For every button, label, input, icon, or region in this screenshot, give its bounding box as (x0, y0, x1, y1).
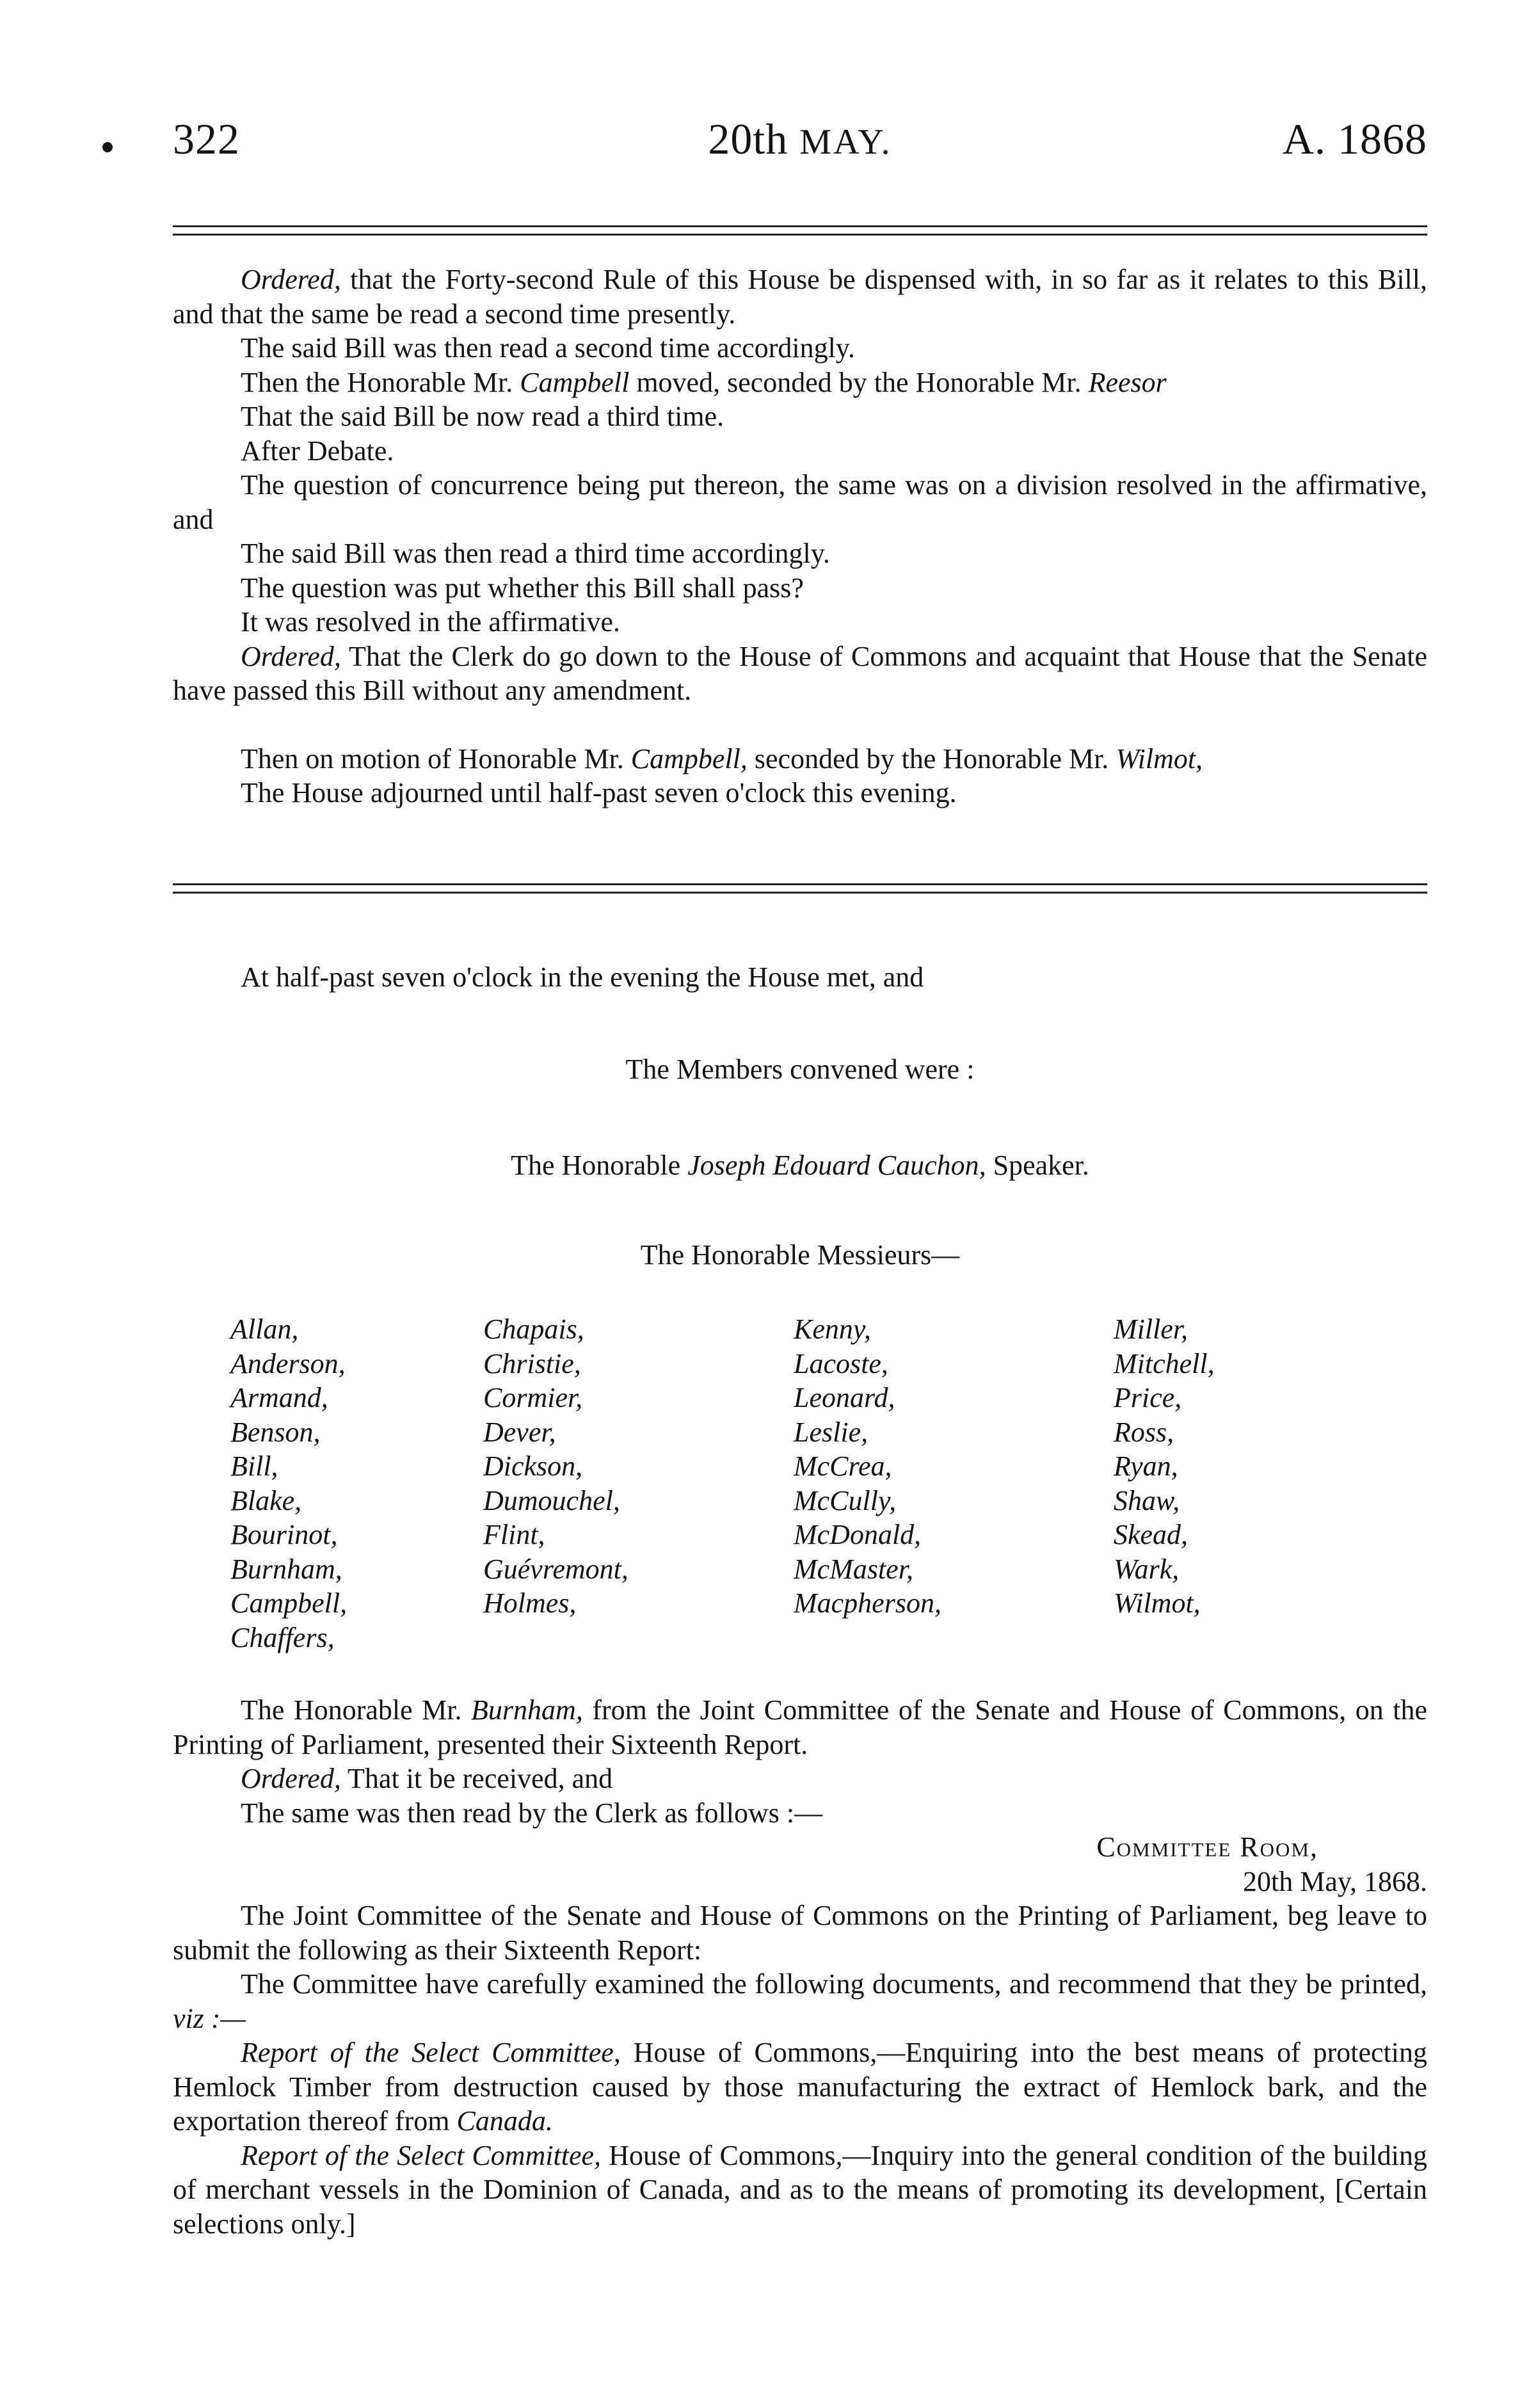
member-name: Reesor (1088, 366, 1167, 398)
paragraph: That the said Bill be now read a third time. (241, 401, 724, 432)
page-header (173, 114, 1427, 178)
members-column-3 (794, 1312, 941, 1621)
member-name: Bourinot, (230, 1519, 338, 1550)
paragraph-text: That it be received, and (348, 1763, 613, 1794)
member-name: Mitchell, (1114, 1347, 1215, 1379)
member-name: Price, (1114, 1382, 1182, 1413)
member-name: Christie, (483, 1347, 581, 1379)
committee-room-label: Committee Room, (1096, 1831, 1318, 1863)
member-name: Allan, (230, 1313, 299, 1345)
speaker-name: Joseph Edouard Cauchon, (687, 1150, 986, 1181)
ordered-label: Ordered, (241, 1763, 341, 1794)
member-name: McCully, (794, 1484, 897, 1516)
paragraph: At half-past seven o'clock in the evening the House met, and (241, 961, 924, 993)
member-name: Wilmot, (1114, 1587, 1201, 1619)
paragraph-text: The Honorable Mr. (241, 1694, 462, 1726)
member-name: Ryan, (1114, 1450, 1178, 1482)
paragraph: The same was then read by the Clerk as follows :— (241, 1797, 823, 1829)
member-name: Flint, (483, 1519, 545, 1550)
page-number: 322 (173, 115, 240, 163)
viz-label: viz :— (173, 2002, 246, 2034)
member-name: Cormier, (483, 1382, 583, 1413)
member-name: Kenny, (794, 1313, 871, 1345)
members-column-4 (1114, 1312, 1215, 1621)
members-column-2 (483, 1312, 628, 1621)
member-name: Holmes, (483, 1587, 577, 1619)
member-name: Wark, (1114, 1553, 1180, 1585)
paragraph-text: House of Commons,—Inquiry into the general condition of the building of merchant vessels in the Dominion of Canada, and as to the means of promoting its development, [Certain selections only.] (173, 2139, 1428, 2240)
paragraph-text: That the Clerk do go down to the House of Commons and acquaint that House that the Senate have passed this Bill without any amendment. (173, 640, 1427, 706)
member-name: Campbell, (630, 742, 748, 775)
paragraph (173, 639, 1427, 708)
member-name: Lacoste, (794, 1347, 888, 1379)
member-name: McCrea, (794, 1450, 892, 1482)
member-name: Burnham, (230, 1553, 342, 1585)
paragraph (173, 742, 1427, 776)
paragraph (173, 2035, 1427, 2139)
report-proceedings (173, 1693, 1427, 2241)
member-name: Benson, (230, 1416, 321, 1448)
member-name: Dever, (483, 1416, 556, 1448)
margin-dot (102, 142, 113, 152)
member-name: McDonald, (794, 1519, 922, 1550)
member-name: Miller, (1114, 1313, 1188, 1345)
member-name: Leslie, (794, 1416, 868, 1448)
paragraph (173, 1762, 1427, 1796)
paragraph (173, 1693, 1427, 1762)
member-name: Wilmot, (1116, 742, 1203, 775)
header-date-month: MAY. (799, 122, 892, 162)
paragraph: The question of concurrence being put thereon, the same was on a division resolved in the affirmative, and (173, 469, 1427, 535)
report-date: 20th May, 1868. (1242, 1865, 1427, 1897)
member-name: Dickson, (483, 1450, 583, 1482)
report-title: Report of the Select Committee, (241, 2037, 621, 2068)
member-name: Armand, (230, 1382, 328, 1413)
header-rule (173, 225, 1427, 236)
member-name: Campbell, (230, 1587, 348, 1619)
paragraph: The said Bill was then read a third time accordingly. (241, 538, 830, 569)
member-name: Skead, (1114, 1519, 1188, 1550)
paragraph-text: House of Commons,—Enquiring into the best means of protecting Hemlock Timber from destruction caused by those manufacturing the extract of Hemlock bark, and the exportation thereof from (173, 2037, 1427, 2137)
paragraph: It was resolved in the affirmative. (241, 606, 620, 638)
paragraph-text: The Committee have carefully examined the following documents, and recommend that they be printed, (241, 1968, 1427, 2000)
header-date-day: 20th (708, 115, 788, 163)
paragraph (173, 262, 1427, 331)
members-list (230, 1312, 1293, 1671)
paragraph: After Debate. (241, 435, 394, 467)
ordered-label: Ordered, (241, 640, 341, 672)
paragraph: The Joint Committee of the Senate and House of Commons on the Printing of Parliament, beg leave to submit the following as their Sixteenth Report: (173, 1900, 1427, 1966)
member-name: Campbell (520, 366, 630, 398)
member-name: Chapais, (483, 1313, 584, 1345)
paragraph-text: Then on motion of Honorable Mr. (241, 742, 624, 775)
members-column-1 (230, 1312, 347, 1655)
member-name: Guévremont, (483, 1553, 628, 1585)
paragraph-text: Then the Honorable Mr. (241, 366, 513, 398)
evening-opening (173, 960, 1427, 995)
paragraph-text: that the Forty-second Rule of this House be dispensed with, in so far as it relates to this Bill, and that the same be read a second time presently. (173, 264, 1428, 330)
member-name: Blake, (230, 1484, 302, 1516)
report-title: Report of the Select Committee, (241, 2139, 602, 2171)
paragraph: The question was put whether this Bill shall pass? (241, 572, 804, 604)
speaker-line (173, 1149, 1427, 1182)
paragraph: The said Bill was then read a second time accordingly. (241, 332, 855, 364)
member-name: McMaster, (794, 1553, 913, 1585)
member-name: Anderson, (230, 1347, 346, 1379)
ordered-label: Ordered, (241, 264, 341, 295)
paragraph (173, 2139, 1427, 2242)
member-name: Ross, (1114, 1416, 1174, 1448)
place-name: Canada. (456, 2105, 553, 2137)
header-date (173, 114, 1427, 165)
member-name: Burnham, (471, 1694, 583, 1726)
member-name: Dumouchel, (483, 1484, 620, 1516)
paragraph-text: seconded by the Honorable Mr. (754, 742, 1109, 775)
members-convened-line: The Members convened were : (625, 1054, 975, 1085)
section-rule (173, 883, 1427, 894)
member-name: Shaw, (1114, 1484, 1180, 1516)
header-year: A. 1868 (1282, 115, 1427, 163)
paragraph (173, 365, 1427, 400)
messieurs-line: The Honorable Messieurs— (640, 1239, 960, 1271)
speaker-prefix: The Honorable (511, 1150, 681, 1181)
morning-proceedings (173, 262, 1427, 810)
paragraph-text: moved, seconded by the Honorable Mr. (636, 366, 1082, 398)
report-signature (173, 1830, 1427, 1898)
paragraph: The House adjourned until half-past seven o'clock this evening. (241, 777, 957, 808)
member-name: Macpherson, (794, 1587, 941, 1619)
speaker-title: Speaker. (993, 1150, 1089, 1181)
paragraph (173, 1967, 1427, 2035)
member-name: Leonard, (794, 1382, 895, 1413)
paragraph-text: from the Joint Committee of the Senate and House of Commons, on the Printing of Parliament, presented their Sixteenth Report. (173, 1694, 1428, 1760)
member-name: Bill, (230, 1450, 278, 1482)
member-name: Chaffers, (230, 1621, 335, 1653)
